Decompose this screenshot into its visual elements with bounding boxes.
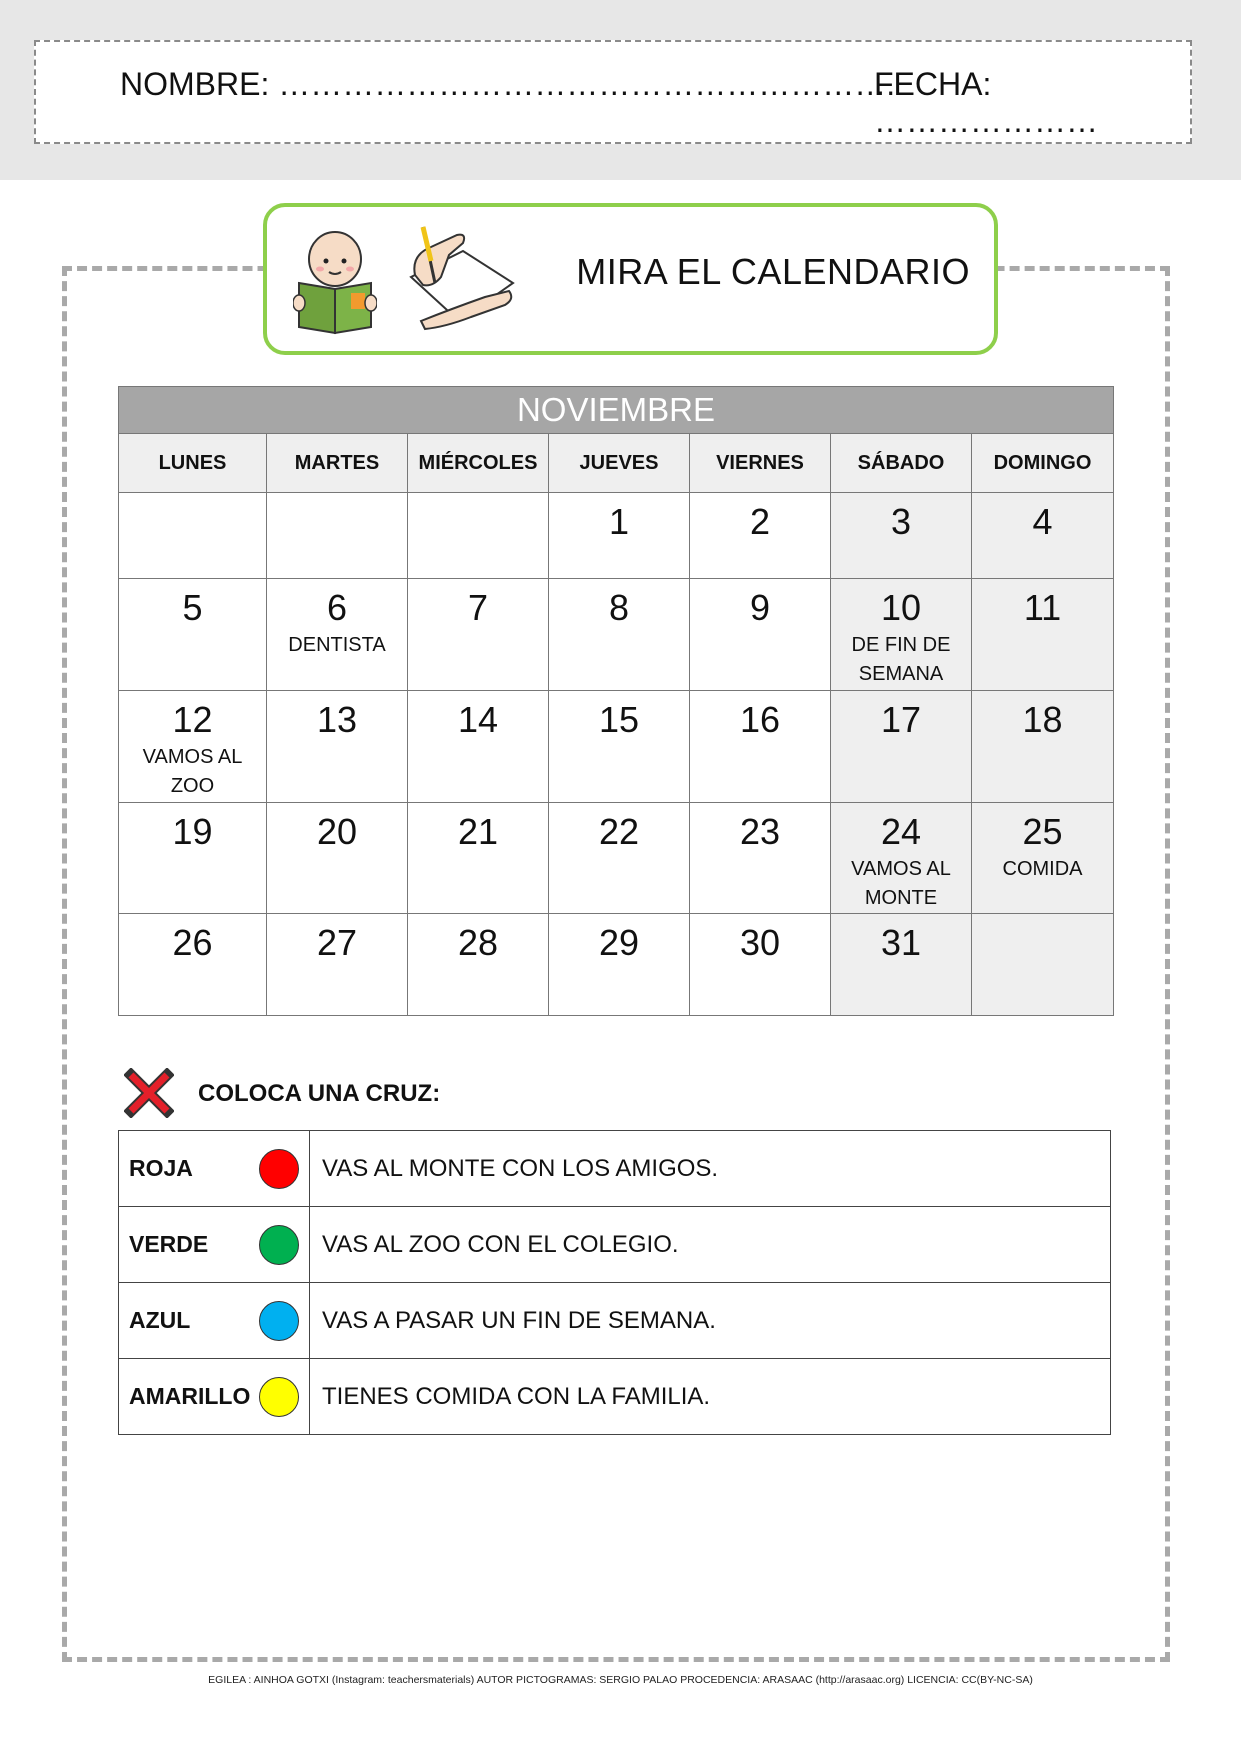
- day-number: 15: [598, 699, 640, 740]
- calendar-day-cell[interactable]: [831, 579, 972, 691]
- day-event-note: VAMOS AL ZOO: [142, 746, 243, 797]
- calendar-table: [118, 386, 1114, 1016]
- day-number: 26: [172, 922, 213, 963]
- legend-description: VAS AL ZOO CON EL COLEGIO.: [310, 1207, 1111, 1283]
- color-dot-icon: [259, 1149, 299, 1189]
- calendar-day-cell[interactable]: [972, 914, 1114, 1016]
- day-number: 2: [749, 501, 771, 542]
- activity-title: MIRA EL CALENDARIO: [576, 251, 970, 292]
- fecha-label: FECHA: …………………: [874, 66, 1098, 139]
- color-dot-icon: [259, 1301, 299, 1341]
- calendar-week-row: [119, 914, 1114, 1016]
- day-number: 29: [598, 922, 640, 963]
- weekday-header: VIERNES: [690, 434, 831, 493]
- calendar-day-cell[interactable]: [408, 691, 549, 803]
- day-number: 30: [739, 922, 781, 963]
- weekday-header: SÁBADO: [831, 434, 972, 493]
- calendar-day-cell[interactable]: [119, 691, 267, 803]
- calendar-day-cell[interactable]: [119, 914, 267, 1016]
- legend-color-name: VERDE: [129, 1231, 209, 1257]
- color-legend-table: [118, 1130, 1111, 1435]
- legend-row: [119, 1131, 1111, 1207]
- day-number: 25: [1022, 811, 1063, 852]
- weekday-header: MARTES: [267, 434, 408, 493]
- day-number: 18: [1022, 699, 1063, 740]
- calendar-day-cell[interactable]: [408, 803, 549, 914]
- weekday-header: DOMINGO: [972, 434, 1114, 493]
- calendar-day-cell[interactable]: [972, 803, 1114, 914]
- child-reading-icon: [293, 231, 377, 335]
- calendar-day-cell[interactable]: [972, 691, 1114, 803]
- legend-row: [119, 1359, 1111, 1435]
- day-number: 5: [182, 587, 203, 628]
- day-number: 24: [880, 811, 922, 852]
- instruction-label: COLOCA UNA CRUZ:: [198, 1080, 441, 1107]
- calendar-day-cell[interactable]: [549, 803, 690, 914]
- day-number: 3: [890, 501, 912, 542]
- day-event-note: DE FIN DE SEMANA: [851, 634, 951, 685]
- nombre-label: NOMBRE: ………………………………………………….: [120, 66, 896, 102]
- day-number: 6: [326, 587, 348, 628]
- day-number: 7: [467, 587, 489, 628]
- day-event-note: VAMOS AL MONTE: [851, 858, 951, 909]
- calendar-day-cell[interactable]: [408, 493, 549, 579]
- calendar-day-cell[interactable]: [549, 691, 690, 803]
- calendar-day-cell[interactable]: [267, 493, 408, 579]
- calendar-day-cell[interactable]: [831, 914, 972, 1016]
- calendar-day-cell[interactable]: [267, 914, 408, 1016]
- calendar-day-cell[interactable]: [690, 803, 831, 914]
- calendar-day-cell[interactable]: [972, 493, 1114, 579]
- color-dot-icon: [259, 1225, 299, 1265]
- calendar-day-cell[interactable]: [690, 914, 831, 1016]
- calendar-week-row: [119, 803, 1114, 914]
- day-number: 17: [880, 699, 922, 740]
- red-cross-icon: [124, 1068, 174, 1118]
- calendar-month: NOVIEMBRE: [119, 387, 1114, 434]
- calendar-day-cell[interactable]: [549, 914, 690, 1016]
- day-number: 28: [457, 922, 499, 963]
- calendar-day-cell[interactable]: [267, 579, 408, 691]
- activity-title-box: [263, 203, 998, 355]
- legend-color-name: AMARILLO: [129, 1383, 251, 1409]
- calendar-day-cell[interactable]: [972, 579, 1114, 691]
- day-number: 11: [1023, 587, 1062, 628]
- day-number: 16: [739, 699, 781, 740]
- day-number: 23: [739, 811, 781, 852]
- legend-description: VAS A PASAR UN FIN DE SEMANA.: [310, 1283, 1111, 1359]
- calendar-day-cell[interactable]: [831, 691, 972, 803]
- calendar-day-cell[interactable]: [831, 493, 972, 579]
- day-number: 20: [316, 811, 358, 852]
- day-number: 1: [608, 501, 630, 542]
- day-event-note: COMIDA: [1002, 858, 1083, 880]
- day-number: 27: [316, 922, 358, 963]
- day-number: 4: [1032, 501, 1053, 542]
- day-number: 22: [598, 811, 640, 852]
- calendar-day-cell[interactable]: [267, 691, 408, 803]
- header-band: [0, 0, 1241, 180]
- calendar-week-row: [119, 493, 1114, 579]
- name-date-box: [34, 40, 1192, 144]
- day-number: 8: [608, 587, 630, 628]
- day-number: 31: [880, 922, 922, 963]
- weekday-header: LUNES: [119, 434, 267, 493]
- day-number: 19: [172, 811, 213, 852]
- calendar-day-cell[interactable]: [831, 803, 972, 914]
- calendar-day-cell[interactable]: [119, 803, 267, 914]
- calendar-day-cell[interactable]: [690, 691, 831, 803]
- color-dot-icon: [259, 1377, 299, 1417]
- day-event-note: DENTISTA: [288, 634, 386, 656]
- day-number: 10: [880, 587, 922, 628]
- day-number: 14: [457, 699, 499, 740]
- calendar-day-cell[interactable]: [119, 493, 267, 579]
- calendar-day-cell[interactable]: [408, 914, 549, 1016]
- calendar-day-cell[interactable]: [408, 579, 549, 691]
- calendar-day-cell[interactable]: [690, 579, 831, 691]
- weekday-header: MIÉRCOLES: [408, 434, 549, 493]
- legend-color-name: ROJA: [129, 1155, 193, 1181]
- calendar-week-row: [119, 691, 1114, 803]
- day-number: 13: [316, 699, 358, 740]
- calendar-day-cell[interactable]: [549, 493, 690, 579]
- legend-row: [119, 1207, 1111, 1283]
- day-number: 12: [172, 699, 213, 740]
- legend-color-name: AZUL: [129, 1307, 191, 1333]
- calendar-day-cell[interactable]: [267, 803, 408, 914]
- weekday-header: JUEVES: [549, 434, 690, 493]
- calendar-day-cell[interactable]: [690, 493, 831, 579]
- calendar-day-cell[interactable]: [549, 579, 690, 691]
- legend-description: TIENES COMIDA CON LA FAMILIA.: [310, 1359, 1111, 1435]
- footer-credits: EGILEA : AINHOA GOTXI (Instagram: teachersmaterials) AUTOR PICTOGRAMAS: SERGIO PALAO PROCEDENCIA: ARASAAC (http://arasaac.org) LICENCIA: CC(BY-NC-SA): [208, 1674, 1033, 1686]
- legend-row: [119, 1283, 1111, 1359]
- day-number: 9: [749, 587, 771, 628]
- calendar-day-cell[interactable]: [119, 579, 267, 691]
- legend-description: VAS AL MONTE CON LOS AMIGOS.: [310, 1131, 1111, 1207]
- day-number: 21: [457, 811, 499, 852]
- calendar-week-row: [119, 579, 1114, 691]
- hand-writing-icon: [401, 225, 521, 337]
